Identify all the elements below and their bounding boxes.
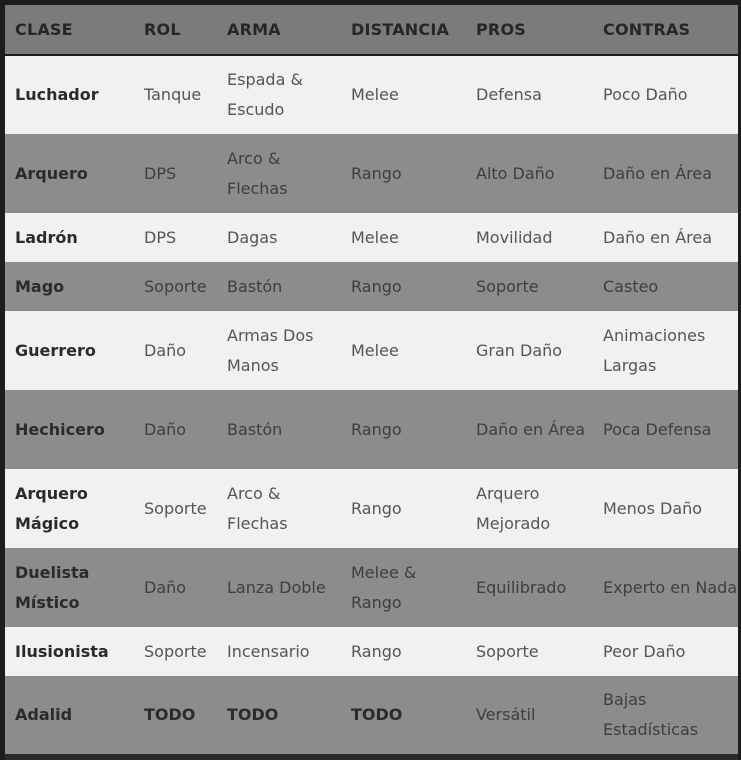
- cell-pros: Arquero Mejorado: [476, 483, 551, 533]
- cell-pros: Versátil: [476, 705, 536, 724]
- table-row: [5, 134, 738, 213]
- cell-clase: Mago: [15, 276, 65, 296]
- cell-arma: Lanza Doble: [227, 577, 326, 597]
- cell-contras: Poco Daño: [603, 85, 688, 104]
- table-row: [5, 213, 738, 262]
- cell-clase: Arquero Mágico: [15, 483, 88, 533]
- cell-contras: Poca Defensa: [603, 419, 712, 439]
- cell-contras: Casteo: [603, 276, 659, 296]
- header-rol[interactable]: ROL: [134, 5, 217, 55]
- cell-contras: Peor Daño: [603, 641, 686, 661]
- cell-pros: Equilibrado: [476, 577, 567, 597]
- cell-pros: Daño en Área: [476, 419, 586, 439]
- cell-rol: Daño: [144, 340, 187, 360]
- table-row: [5, 548, 738, 627]
- cell-contras: Experto en Nada: [603, 577, 738, 597]
- cell-contras: Daño en Área: [603, 227, 713, 247]
- table-row: [5, 311, 738, 390]
- cell-arma: Dagas: [227, 227, 278, 247]
- cell-pros: Soporte: [476, 641, 539, 661]
- cell-arma: Incensario: [227, 641, 310, 661]
- cell-rol: DPS: [144, 163, 177, 183]
- cell-arma: Bastón: [227, 419, 283, 439]
- table-container: [5, 5, 738, 760]
- cell-clase: Luchador: [15, 85, 99, 104]
- cell-arma: Arco & Flechas: [227, 483, 288, 533]
- cell-pros: Movilidad: [476, 227, 553, 247]
- cell-pros: Gran Daño: [476, 340, 563, 360]
- cell-distancia: Melee: [351, 340, 399, 360]
- cell-clase: Duelista Místico: [15, 562, 90, 612]
- header-contras[interactable]: CONTRAS: [593, 5, 738, 55]
- header-arma[interactable]: ARMA: [217, 5, 341, 55]
- cell-contras: Animaciones Largas: [603, 325, 706, 375]
- cell-rol: DPS: [144, 227, 177, 247]
- cell-distancia: Melee: [351, 85, 399, 104]
- cell-rol: TODO: [144, 705, 196, 724]
- cell-rol: Soporte: [144, 498, 207, 518]
- cell-clase: Hechicero: [15, 419, 105, 439]
- cell-arma: Bastón: [227, 276, 283, 296]
- cell-clase: Guerrero: [15, 340, 96, 360]
- cell-distancia: Rango: [351, 163, 402, 183]
- table-row: [5, 55, 738, 134]
- cell-distancia: Rango: [351, 641, 402, 661]
- table-row: [5, 627, 738, 676]
- cell-arma: Arco & Flechas: [227, 148, 288, 198]
- cell-rol: Daño: [144, 577, 187, 597]
- cell-arma: Espada & Escudo: [227, 70, 303, 119]
- cell-pros: Defensa: [476, 85, 542, 104]
- table-header-row: [5, 5, 738, 55]
- cell-distancia: Melee & Rango: [351, 562, 417, 612]
- cell-pros: Soporte: [476, 276, 539, 296]
- cell-clase: Arquero: [15, 163, 88, 183]
- cell-rol: Soporte: [144, 276, 207, 296]
- table-row: [5, 469, 738, 548]
- cell-distancia: Rango: [351, 498, 402, 518]
- class-comparison-table: [5, 5, 738, 754]
- cell-rol: Tanque: [144, 85, 202, 104]
- cell-contras: Daño en Área: [603, 163, 713, 183]
- cell-contras: Bajas Estadísticas: [603, 690, 699, 739]
- cell-contras: Menos Daño: [603, 498, 703, 518]
- table-row: [5, 390, 738, 469]
- header-distancia[interactable]: DISTANCIA: [341, 5, 466, 55]
- table-row: [5, 676, 738, 754]
- cell-clase: Ilusionista: [15, 641, 109, 661]
- header-pros[interactable]: PROS: [466, 5, 593, 55]
- cell-rol: Soporte: [144, 641, 207, 661]
- cell-pros: Alto Daño: [476, 163, 555, 183]
- cell-arma: TODO: [227, 705, 279, 724]
- cell-distancia: Rango: [351, 276, 402, 296]
- cell-rol: Daño: [144, 419, 187, 439]
- cell-arma: Armas Dos Manos: [227, 325, 314, 375]
- cell-distancia: Rango: [351, 419, 402, 439]
- cell-distancia: Melee: [351, 227, 399, 247]
- cell-clase: Ladrón: [15, 227, 78, 247]
- table-row: [5, 262, 738, 311]
- header-clase[interactable]: CLASE: [5, 5, 134, 55]
- cell-distancia: TODO: [351, 705, 403, 724]
- cell-clase: Adalid: [15, 705, 73, 724]
